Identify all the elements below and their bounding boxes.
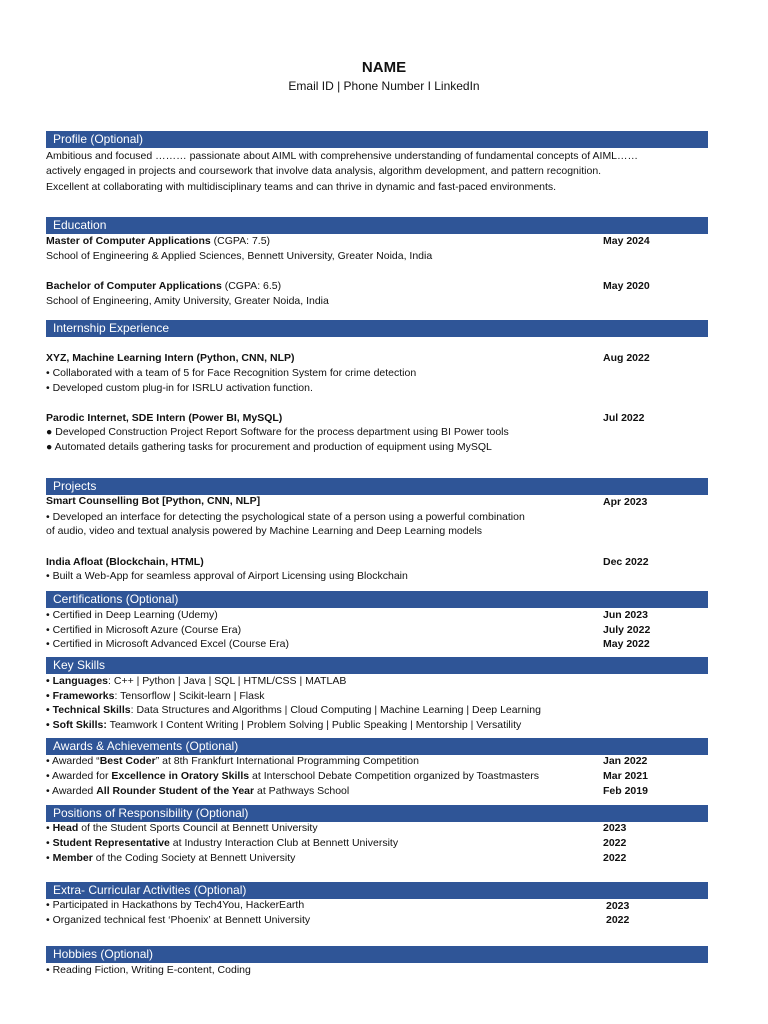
internship-date: Jul 2022 — [603, 412, 645, 424]
certification-date: May 2022 — [603, 638, 650, 650]
section-header-hobbies — [46, 946, 708, 963]
project-line: • Built a Web-App for seamless approval of Airport Licensing using Blockchain — [46, 570, 408, 582]
certification-date: July 2022 — [603, 624, 651, 636]
position-item: • Member of the Coding Society at Bennett University — [46, 852, 296, 864]
bullet-item: • Developed custom plug-in for ISRLU activation function. — [46, 382, 313, 394]
education-date: May 2020 — [603, 280, 650, 292]
section-title: Awards & Achievements (Optional) — [53, 739, 239, 753]
skill-row: • Languages: C++ | Python | Java | SQL | HTML/CSS | MATLAB — [46, 675, 347, 687]
skill-row: • Frameworks: Tensorflow | Scikit-learn | Flask — [46, 690, 265, 702]
award-date: Mar 2021 — [603, 770, 648, 782]
award-item: • Awarded All Rounder Student of the Year at Pathways School — [46, 785, 350, 797]
profile-line: actively engaged in projects and coursework that involve data analysis, algorithm development, and pattern recognition. — [46, 165, 602, 177]
education-degree: Master of Computer Applications (CGPA: 7.5) — [46, 235, 271, 247]
hobbies-item: • Reading Fiction, Writing E-content, Coding — [46, 964, 251, 976]
activity-date: 2023 — [606, 900, 630, 912]
section-title: Internship Experience — [53, 321, 170, 335]
section-header-skills — [46, 657, 708, 674]
award-item: • Awarded for Excellence in Oratory Skills at Interschool Debate Competition organized by Toastmasters — [46, 770, 539, 782]
bullet-item: • Collaborated with a team of 5 for Face Recognition System for crime detection — [46, 367, 417, 379]
section-header-profile — [46, 131, 708, 148]
section-title: Extra- Curricular Activities (Optional) — [53, 883, 247, 897]
project-date: Dec 2022 — [603, 556, 649, 568]
resume-name: NAME — [361, 59, 407, 76]
section-header-education — [46, 217, 708, 234]
project-title: India Afloat (Blockchain, HTML) — [46, 556, 204, 568]
project-date: Apr 2023 — [603, 496, 648, 508]
section-header-positions — [46, 805, 708, 822]
certification-item: • Certified in Microsoft Advanced Excel (Course Era) — [46, 638, 289, 650]
position-date: 2022 — [603, 852, 627, 864]
project-line: of audio, video and textual analysis powered by Machine Learning and Deep Learning models — [46, 525, 483, 537]
position-item: • Head of the Student Sports Council at Bennett University — [46, 822, 318, 834]
award-item: • Awarded “Best Coder” at 8th Frankfurt International Programming Competition — [46, 755, 419, 767]
education-degree: Bachelor of Computer Applications (CGPA: 6.5) — [46, 280, 282, 292]
skill-row: • Technical Skills: Data Structures and Algorithms | Cloud Computing | Machine Learning | Deep Learning — [46, 704, 541, 716]
section-title: Profile (Optional) — [53, 132, 144, 146]
education-school: School of Engineering, Amity University, Greater Noida, India — [46, 295, 329, 307]
internship-date: Aug 2022 — [603, 352, 650, 364]
skill-row: • Soft Skills: Teamwork I Content Writing | Problem Solving | Public Speaking | Mentorship | Versatility — [46, 719, 522, 731]
project-title: Smart Counselling Bot [Python, CNN, NLP] — [46, 495, 261, 507]
section-title: Key Skills — [53, 658, 106, 672]
education-date: May 2024 — [603, 235, 650, 247]
bullet-item: ● Automated details gathering tasks for procurement and production of equipment using MySQL — [46, 441, 492, 453]
position-date: 2023 — [603, 822, 627, 834]
contact-line: Email ID | Phone Number I LinkedIn — [288, 79, 480, 93]
bullet-item: ● Developed Construction Project Report Software for the process department using BI Power tools — [46, 426, 509, 438]
section-title: Education — [53, 218, 107, 232]
position-item: • Student Representative at Industry Interaction Club at Bennett University — [46, 837, 399, 849]
activity-item: • Organized technical fest ‘Phoenix’ at Bennett University — [46, 914, 311, 926]
section-title: Hobbies (Optional) — [53, 947, 154, 961]
certification-item: • Certified in Microsoft Azure (Course Era) — [46, 624, 242, 636]
certification-date: Jun 2023 — [603, 609, 648, 621]
section-header-certifications — [46, 591, 708, 608]
section-title: Certifications (Optional) — [53, 592, 179, 606]
activity-date: 2022 — [606, 914, 630, 926]
position-date: 2022 — [603, 837, 627, 849]
internship-title: Parodic Internet, SDE Intern (Power BI, MySQL) — [46, 412, 283, 424]
award-date: Feb 2019 — [603, 785, 648, 797]
certification-item: • Certified in Deep Learning (Udemy) — [46, 609, 218, 621]
profile-line: Ambitious and focused ……… passionate about AIML with comprehensive understanding of fundamental concepts of AIML…… — [46, 150, 639, 162]
profile-line: Excellent at collaborating with multidisciplinary teams and can thrive in dynamic and fast-paced environments. — [46, 181, 557, 193]
award-date: Jan 2022 — [603, 755, 648, 767]
activity-item: • Participated in Hackathons by Tech4You, HackerEarth — [46, 899, 305, 911]
section-title: Projects — [53, 479, 97, 493]
internship-title: XYZ, Machine Learning Intern (Python, CNN, NLP) — [46, 352, 295, 364]
section-header-internship — [46, 320, 708, 337]
section-title: Positions of Responsibility (Optional) — [53, 806, 249, 820]
project-line: • Developed an interface for detecting the psychological state of a person using a powerful combination — [46, 511, 525, 523]
section-header-projects — [46, 478, 708, 495]
section-header-extracurricular — [46, 882, 708, 899]
education-school: School of Engineering & Applied Sciences, Bennett University, Greater Noida, India — [46, 250, 433, 262]
section-header-awards — [46, 738, 708, 755]
